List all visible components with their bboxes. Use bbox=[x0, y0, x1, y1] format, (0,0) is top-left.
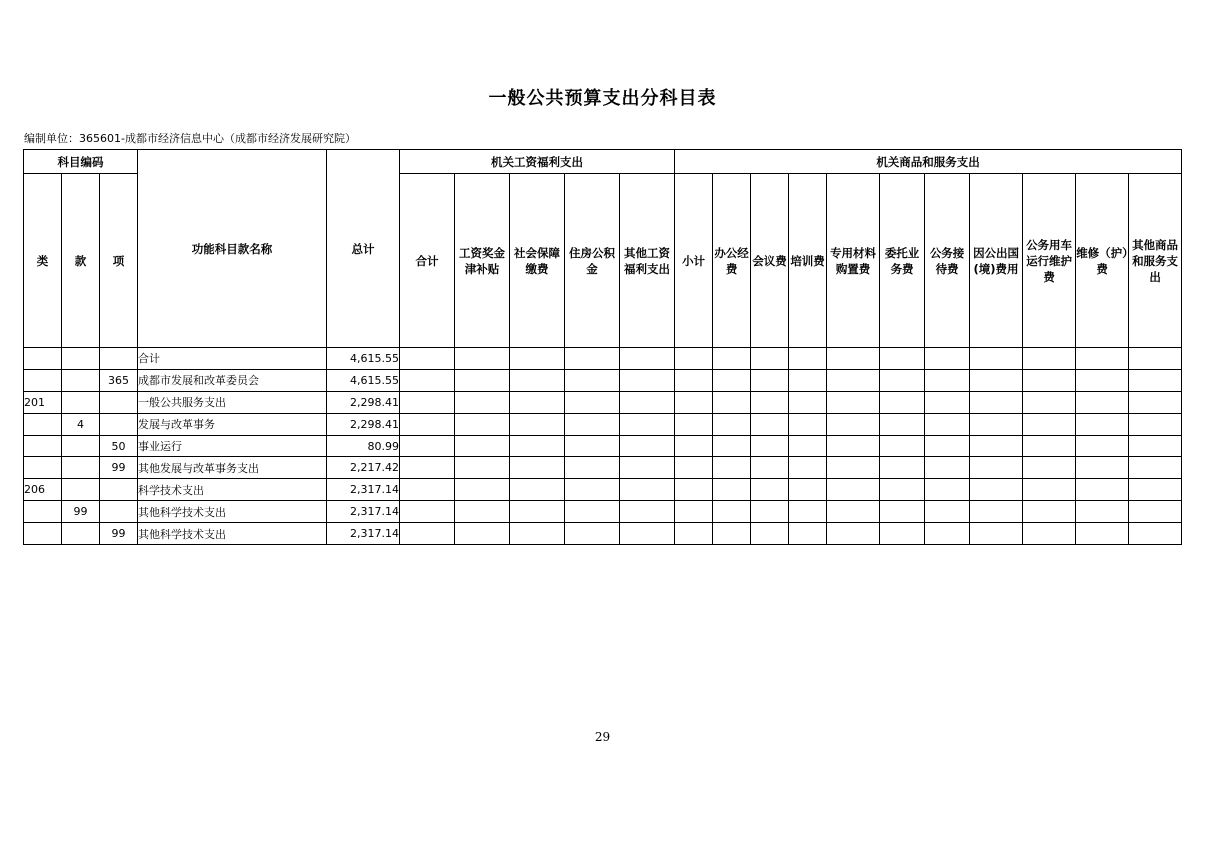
cell-function-name: 成都市发展和改革委员会 bbox=[138, 369, 327, 391]
cell-empty bbox=[620, 457, 675, 479]
cell-lei bbox=[24, 523, 62, 545]
cell-empty bbox=[400, 479, 455, 501]
header-total: 总计 bbox=[327, 150, 400, 348]
cell-xiang bbox=[100, 391, 138, 413]
cell-empty bbox=[1023, 501, 1076, 523]
header-wages-social-security: 社会保障缴费 bbox=[510, 174, 565, 348]
cell-empty bbox=[620, 501, 675, 523]
cell-xiang: 99 bbox=[100, 523, 138, 545]
cell-empty bbox=[1023, 457, 1076, 479]
cell-total: 2,317.14 bbox=[327, 523, 400, 545]
cell-empty bbox=[970, 348, 1023, 370]
cell-empty bbox=[713, 391, 751, 413]
cell-empty bbox=[565, 348, 620, 370]
table-row bbox=[24, 435, 1182, 457]
cell-empty bbox=[713, 435, 751, 457]
header-wages-salary: 工资奖金津补贴 bbox=[455, 174, 510, 348]
cell-kuan bbox=[62, 457, 100, 479]
header-goods-other: 其他商品和服务支出 bbox=[1129, 174, 1182, 348]
header-wages-other: 其他工资福利支出 bbox=[620, 174, 675, 348]
cell-function-name: 事业运行 bbox=[138, 435, 327, 457]
cell-kuan: 99 bbox=[62, 501, 100, 523]
cell-empty bbox=[789, 369, 827, 391]
cell-empty bbox=[510, 369, 565, 391]
cell-empty bbox=[751, 457, 789, 479]
cell-lei bbox=[24, 413, 62, 435]
header-group-goods: 机关商品和服务支出 bbox=[675, 150, 1182, 174]
cell-empty bbox=[1076, 391, 1129, 413]
cell-empty bbox=[970, 413, 1023, 435]
cell-empty bbox=[400, 435, 455, 457]
cell-kuan bbox=[62, 391, 100, 413]
header-goods-office: 办公经费 bbox=[713, 174, 751, 348]
page-title: 一般公共预算支出分科目表 bbox=[488, 88, 717, 109]
cell-empty bbox=[880, 457, 925, 479]
cell-empty bbox=[620, 479, 675, 501]
cell-empty bbox=[1129, 348, 1182, 370]
cell-total: 4,615.55 bbox=[327, 369, 400, 391]
cell-empty bbox=[789, 501, 827, 523]
cell-empty bbox=[880, 435, 925, 457]
cell-empty bbox=[1023, 479, 1076, 501]
header-function-name: 功能科目款名称 bbox=[138, 150, 327, 348]
cell-empty bbox=[455, 348, 510, 370]
cell-empty bbox=[1076, 348, 1129, 370]
cell-empty bbox=[675, 435, 713, 457]
table-row bbox=[24, 413, 1182, 435]
cell-function-name: 其他科学技术支出 bbox=[138, 501, 327, 523]
cell-empty bbox=[970, 479, 1023, 501]
cell-empty bbox=[1023, 369, 1076, 391]
compiling-unit-label: 编制单位：365601-成都市经济信息中心（成都市经济发展研究院） bbox=[24, 132, 356, 145]
cell-empty bbox=[675, 501, 713, 523]
cell-empty bbox=[880, 413, 925, 435]
cell-empty bbox=[880, 479, 925, 501]
cell-empty bbox=[713, 523, 751, 545]
header-goods-meeting: 会议费 bbox=[751, 174, 789, 348]
cell-empty bbox=[880, 523, 925, 545]
header-wages-housing-fund: 住房公积金 bbox=[565, 174, 620, 348]
cell-empty bbox=[970, 369, 1023, 391]
cell-kuan: 4 bbox=[62, 413, 100, 435]
cell-empty bbox=[751, 501, 789, 523]
cell-empty bbox=[789, 348, 827, 370]
cell-empty bbox=[400, 348, 455, 370]
cell-kuan bbox=[62, 523, 100, 545]
header-goods-materials: 专用材料购置费 bbox=[827, 174, 880, 348]
cell-empty bbox=[1129, 523, 1182, 545]
cell-empty bbox=[455, 391, 510, 413]
cell-empty bbox=[1023, 413, 1076, 435]
header-goods-training: 培训费 bbox=[789, 174, 827, 348]
cell-empty bbox=[970, 457, 1023, 479]
cell-lei bbox=[24, 501, 62, 523]
cell-xiang: 99 bbox=[100, 457, 138, 479]
cell-empty bbox=[789, 457, 827, 479]
cell-total: 2,298.41 bbox=[327, 413, 400, 435]
cell-empty bbox=[970, 391, 1023, 413]
cell-empty bbox=[400, 369, 455, 391]
cell-empty bbox=[565, 369, 620, 391]
cell-empty bbox=[970, 435, 1023, 457]
table-row bbox=[24, 391, 1182, 413]
cell-empty bbox=[925, 369, 970, 391]
cell-empty bbox=[675, 479, 713, 501]
cell-empty bbox=[751, 523, 789, 545]
cell-empty bbox=[1023, 435, 1076, 457]
cell-empty bbox=[675, 523, 713, 545]
cell-empty bbox=[880, 369, 925, 391]
cell-empty bbox=[400, 391, 455, 413]
cell-total: 2,317.14 bbox=[327, 501, 400, 523]
cell-empty bbox=[455, 523, 510, 545]
cell-empty bbox=[827, 457, 880, 479]
cell-function-name: 合计 bbox=[138, 348, 327, 370]
cell-empty bbox=[565, 413, 620, 435]
cell-empty bbox=[789, 391, 827, 413]
table-row bbox=[24, 523, 1182, 545]
cell-xiang bbox=[100, 479, 138, 501]
cell-kuan bbox=[62, 435, 100, 457]
cell-empty bbox=[620, 413, 675, 435]
cell-empty bbox=[510, 413, 565, 435]
header-goods-commissioned: 委托业务费 bbox=[880, 174, 925, 348]
cell-empty bbox=[620, 435, 675, 457]
cell-empty bbox=[510, 457, 565, 479]
cell-kuan bbox=[62, 369, 100, 391]
cell-xiang bbox=[100, 348, 138, 370]
cell-empty bbox=[400, 457, 455, 479]
cell-empty bbox=[751, 413, 789, 435]
cell-empty bbox=[827, 391, 880, 413]
cell-empty bbox=[1076, 435, 1129, 457]
cell-empty bbox=[789, 413, 827, 435]
header-goods-vehicles: 公务用车运行维护费 bbox=[1023, 174, 1076, 348]
cell-empty bbox=[880, 501, 925, 523]
cell-empty bbox=[970, 523, 1023, 545]
cell-lei bbox=[24, 435, 62, 457]
header-lei: 类 bbox=[24, 174, 62, 348]
cell-kuan bbox=[62, 479, 100, 501]
cell-empty bbox=[827, 501, 880, 523]
table-row bbox=[24, 369, 1182, 391]
header-goods-abroad: 因公出国(境)费用 bbox=[970, 174, 1023, 348]
cell-empty bbox=[455, 369, 510, 391]
cell-empty bbox=[751, 479, 789, 501]
cell-empty bbox=[751, 348, 789, 370]
cell-lei bbox=[24, 348, 62, 370]
cell-empty bbox=[620, 348, 675, 370]
cell-lei bbox=[24, 369, 62, 391]
budget-table bbox=[23, 149, 1182, 545]
cell-function-name: 其他发展与改革事务支出 bbox=[138, 457, 327, 479]
cell-empty bbox=[1076, 479, 1129, 501]
cell-empty bbox=[789, 435, 827, 457]
cell-empty bbox=[1129, 391, 1182, 413]
cell-total: 2,217.42 bbox=[327, 457, 400, 479]
header-goods-maintenance: 维修（护）费 bbox=[1076, 174, 1129, 348]
cell-empty bbox=[1023, 391, 1076, 413]
cell-empty bbox=[925, 457, 970, 479]
cell-empty bbox=[565, 479, 620, 501]
cell-empty bbox=[925, 391, 970, 413]
cell-lei bbox=[24, 457, 62, 479]
cell-empty bbox=[455, 435, 510, 457]
cell-xiang bbox=[100, 413, 138, 435]
cell-empty bbox=[827, 523, 880, 545]
cell-empty bbox=[510, 435, 565, 457]
cell-empty bbox=[620, 523, 675, 545]
cell-empty bbox=[713, 479, 751, 501]
cell-empty bbox=[827, 479, 880, 501]
cell-empty bbox=[789, 479, 827, 501]
header-goods-subtotal: 小计 bbox=[675, 174, 713, 348]
header-wages-subtotal: 合计 bbox=[400, 174, 455, 348]
cell-empty bbox=[925, 413, 970, 435]
cell-empty bbox=[1129, 457, 1182, 479]
cell-empty bbox=[565, 435, 620, 457]
cell-empty bbox=[400, 413, 455, 435]
cell-empty bbox=[1076, 413, 1129, 435]
cell-xiang: 365 bbox=[100, 369, 138, 391]
cell-empty bbox=[510, 479, 565, 501]
cell-xiang: 50 bbox=[100, 435, 138, 457]
cell-xiang bbox=[100, 501, 138, 523]
cell-empty bbox=[620, 369, 675, 391]
cell-empty bbox=[970, 501, 1023, 523]
cell-empty bbox=[675, 457, 713, 479]
cell-empty bbox=[1076, 501, 1129, 523]
page-number: 29 bbox=[594, 730, 611, 744]
cell-empty bbox=[620, 391, 675, 413]
table-row bbox=[24, 348, 1182, 370]
table-row bbox=[24, 457, 1182, 479]
cell-empty bbox=[827, 348, 880, 370]
cell-empty bbox=[510, 523, 565, 545]
cell-empty bbox=[751, 435, 789, 457]
cell-total: 2,298.41 bbox=[327, 391, 400, 413]
cell-empty bbox=[1023, 523, 1076, 545]
cell-lei: 206 bbox=[24, 479, 62, 501]
cell-empty bbox=[675, 391, 713, 413]
cell-function-name: 科学技术支出 bbox=[138, 479, 327, 501]
cell-empty bbox=[455, 501, 510, 523]
cell-empty bbox=[1129, 479, 1182, 501]
cell-function-name: 发展与改革事务 bbox=[138, 413, 327, 435]
header-xiang: 项 bbox=[100, 174, 138, 348]
cell-empty bbox=[565, 523, 620, 545]
cell-empty bbox=[751, 369, 789, 391]
cell-total: 4,615.55 bbox=[327, 348, 400, 370]
cell-empty bbox=[751, 391, 789, 413]
header-code-group: 科目编码 bbox=[24, 150, 138, 174]
cell-empty bbox=[1076, 523, 1129, 545]
cell-empty bbox=[1023, 348, 1076, 370]
cell-empty bbox=[675, 348, 713, 370]
cell-empty bbox=[565, 391, 620, 413]
cell-kuan bbox=[62, 348, 100, 370]
cell-empty bbox=[510, 348, 565, 370]
cell-empty bbox=[827, 413, 880, 435]
cell-empty bbox=[925, 479, 970, 501]
cell-function-name: 其他科学技术支出 bbox=[138, 523, 327, 545]
cell-empty bbox=[675, 369, 713, 391]
cell-empty bbox=[925, 501, 970, 523]
cell-empty bbox=[455, 479, 510, 501]
cell-empty bbox=[455, 413, 510, 435]
cell-empty bbox=[925, 435, 970, 457]
cell-empty bbox=[713, 413, 751, 435]
cell-total: 2,317.14 bbox=[327, 479, 400, 501]
cell-empty bbox=[675, 413, 713, 435]
cell-empty bbox=[1129, 369, 1182, 391]
cell-empty bbox=[713, 369, 751, 391]
cell-empty bbox=[713, 457, 751, 479]
cell-empty bbox=[827, 435, 880, 457]
cell-empty bbox=[400, 501, 455, 523]
cell-empty bbox=[880, 391, 925, 413]
cell-empty bbox=[510, 501, 565, 523]
header-group-wages: 机关工资福利支出 bbox=[400, 150, 675, 174]
table-body bbox=[24, 348, 1182, 545]
cell-empty bbox=[400, 523, 455, 545]
cell-lei: 201 bbox=[24, 391, 62, 413]
table-row bbox=[24, 501, 1182, 523]
cell-empty bbox=[789, 523, 827, 545]
header-kuan: 款 bbox=[62, 174, 100, 348]
cell-empty bbox=[1076, 369, 1129, 391]
table-row bbox=[24, 479, 1182, 501]
cell-empty bbox=[1129, 435, 1182, 457]
cell-empty bbox=[713, 348, 751, 370]
cell-empty bbox=[1129, 501, 1182, 523]
cell-empty bbox=[510, 391, 565, 413]
cell-empty bbox=[827, 369, 880, 391]
cell-empty bbox=[1076, 457, 1129, 479]
cell-empty bbox=[925, 523, 970, 545]
cell-empty bbox=[565, 457, 620, 479]
cell-function-name: 一般公共服务支出 bbox=[138, 391, 327, 413]
cell-empty bbox=[925, 348, 970, 370]
cell-total: 80.99 bbox=[327, 435, 400, 457]
cell-empty bbox=[1129, 413, 1182, 435]
header-goods-reception: 公务接待费 bbox=[925, 174, 970, 348]
cell-empty bbox=[565, 501, 620, 523]
cell-empty bbox=[455, 457, 510, 479]
cell-empty bbox=[713, 501, 751, 523]
cell-empty bbox=[880, 348, 925, 370]
